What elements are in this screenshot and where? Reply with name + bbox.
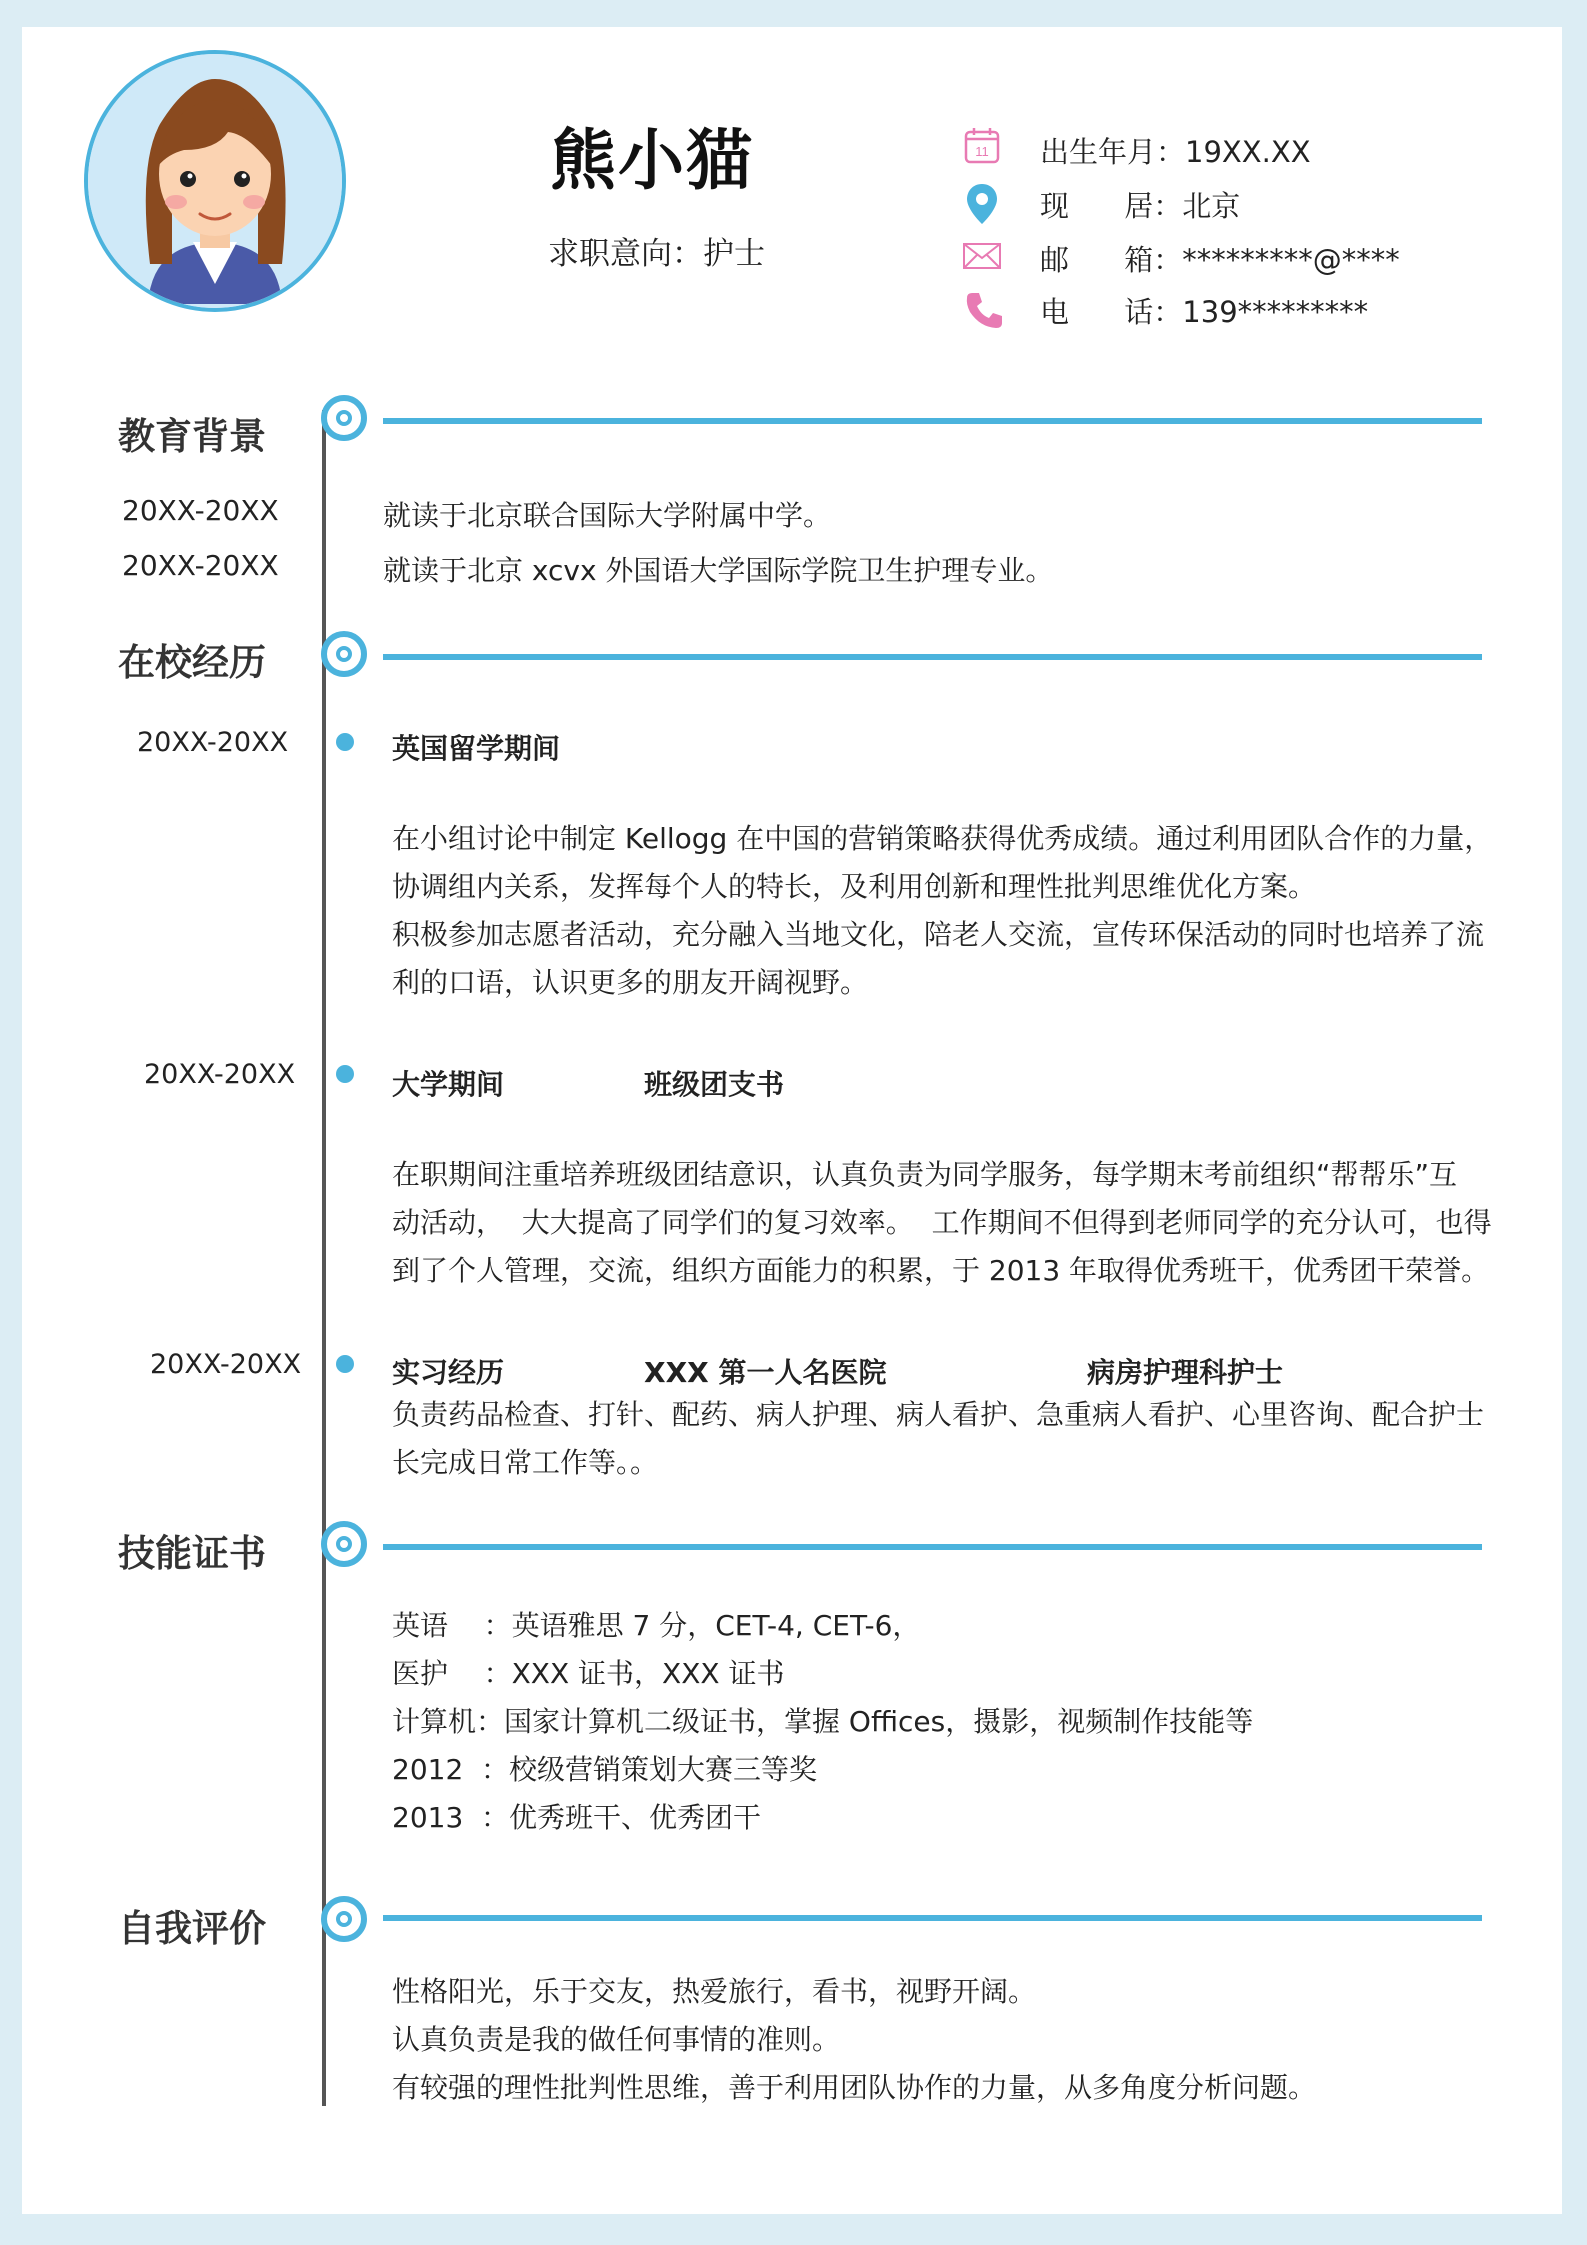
campus-description xyxy=(392,1151,1492,1295)
campus-heading: 大学期间 xyxy=(392,1068,505,1101)
self-evaluation-text xyxy=(392,1968,1492,2112)
section-title-self-evaluation: 自我评价 xyxy=(118,1907,266,1950)
campus-heading: 班级团支书 xyxy=(644,1068,785,1101)
campus-heading: XXX 第一人名医院 xyxy=(644,1356,887,1389)
timeline-dot xyxy=(336,1065,354,1083)
evaluation-line: 认真负责是我的做任何事情的准则。 xyxy=(392,2023,841,2056)
section-title-skills: 技能证书 xyxy=(118,1532,266,1575)
section-divider xyxy=(383,418,1482,424)
resume-page xyxy=(22,27,1562,2214)
campus-heading: 英国留学期间 xyxy=(392,732,561,765)
section-marker-icon xyxy=(321,395,367,441)
section-marker-icon xyxy=(321,1896,367,1942)
section-marker-icon xyxy=(321,1521,367,1567)
skill-line: 医护 ：XXX 证书，XXX 证书 xyxy=(392,1657,785,1690)
description-line: 协调组内关系，发挥每个人的特长，及利用创新和理性批判思维优化方案。 xyxy=(392,870,1317,903)
education-item: 就读于北京联合国际大学附属中学。 xyxy=(383,499,832,532)
description-line: 在职期间注重培养班级团结意识，认真负责为同学服务，每学期末考前组织“帮帮乐”互 xyxy=(392,1158,1458,1191)
evaluation-line: 有较强的理性批判性思维，善于利用团队协作的力量，从多角度分析问题。 xyxy=(392,2071,1317,2104)
description-line: 动活动， 大大提高了同学们的复习效率。 工作期间不但得到老师同学的充分认可，也得 xyxy=(392,1206,1492,1239)
skill-line: 计算机：国家计算机二级证书，掌握 Offices，摄影，视频制作技能等 xyxy=(392,1705,1254,1738)
description-line: 利的口语，认识更多的朋友开阔视野。 xyxy=(392,966,869,999)
phone-icon xyxy=(964,290,1004,330)
avatar xyxy=(84,50,346,312)
education-item: 就读于北京 xcvx 外国语大学国际学院卫生护理专业。 xyxy=(383,554,1054,587)
contact-birth: 出生年月：19XX.XX xyxy=(1040,135,1311,169)
section-divider xyxy=(383,1915,1482,1921)
campus-date: 20XX-20XX xyxy=(150,1349,302,1380)
section-title-campus: 在校经历 xyxy=(118,641,266,684)
job-intent: 求职意向：护士 xyxy=(548,236,765,272)
svg-text:11: 11 xyxy=(975,144,989,159)
section-title-education: 教育背景 xyxy=(118,415,266,458)
description-line: 在小组讨论中制定 Kellogg 在中国的营销策略获得优秀成绩。通过利用团队合作的力量， xyxy=(392,822,1493,855)
calendar-icon xyxy=(962,126,1002,166)
description-line: 积极参加志愿者活动，充分融入当地文化，陪老人交流，宣传环保活动的同时也培养了流 xyxy=(392,918,1485,951)
skill-line: 2012 ：校级营销策划大赛三等奖 xyxy=(392,1753,818,1786)
skill-line: 英语 ：英语雅思 7 分，CET-4, CET-6， xyxy=(392,1609,921,1642)
contact-email: 邮 箱：*********@**** xyxy=(1040,243,1400,277)
description-line: 负责药品检查、打针、配药、病人护理、病人看护、急重病人看护、心里咨询、配合护士 xyxy=(392,1398,1485,1431)
contact-phone: 电 话：139********* xyxy=(1040,295,1369,329)
section-divider xyxy=(383,1544,1482,1550)
section-divider xyxy=(383,654,1482,660)
candidate-name: 熊小猫 xyxy=(550,122,754,199)
location-pin-icon xyxy=(964,182,1000,226)
campus-heading: 病房护理科护士 xyxy=(1087,1356,1284,1389)
description-line: 到了个人管理，交流，组织方面能力的积累，于 2013 年取得优秀班干，优秀团干荣誉。 xyxy=(392,1254,1490,1287)
campus-description xyxy=(392,815,1492,1007)
contact-residence: 现 居：北京 xyxy=(1040,189,1241,223)
campus-heading: 实习经历 xyxy=(392,1356,505,1389)
description-line: 长完成日常工作等。。 xyxy=(392,1446,659,1479)
timeline-dot xyxy=(336,733,354,751)
education-date: 20XX-20XX xyxy=(122,494,279,527)
education-date: 20XX-20XX xyxy=(122,549,279,582)
skills-list xyxy=(392,1602,1492,1842)
campus-date: 20XX-20XX xyxy=(137,727,289,758)
envelope-icon xyxy=(962,240,1002,272)
skill-line: 2013 ：优秀班干、优秀团干 xyxy=(392,1801,762,1834)
evaluation-line: 性格阳光，乐于交友，热爱旅行，看书，视野开阔。 xyxy=(392,1975,1037,2008)
campus-date: 20XX-20XX xyxy=(144,1059,296,1090)
timeline-dot xyxy=(336,1355,354,1373)
girl-avatar-illustration xyxy=(88,54,342,308)
campus-description xyxy=(392,1391,1492,1487)
section-marker-icon xyxy=(321,631,367,677)
